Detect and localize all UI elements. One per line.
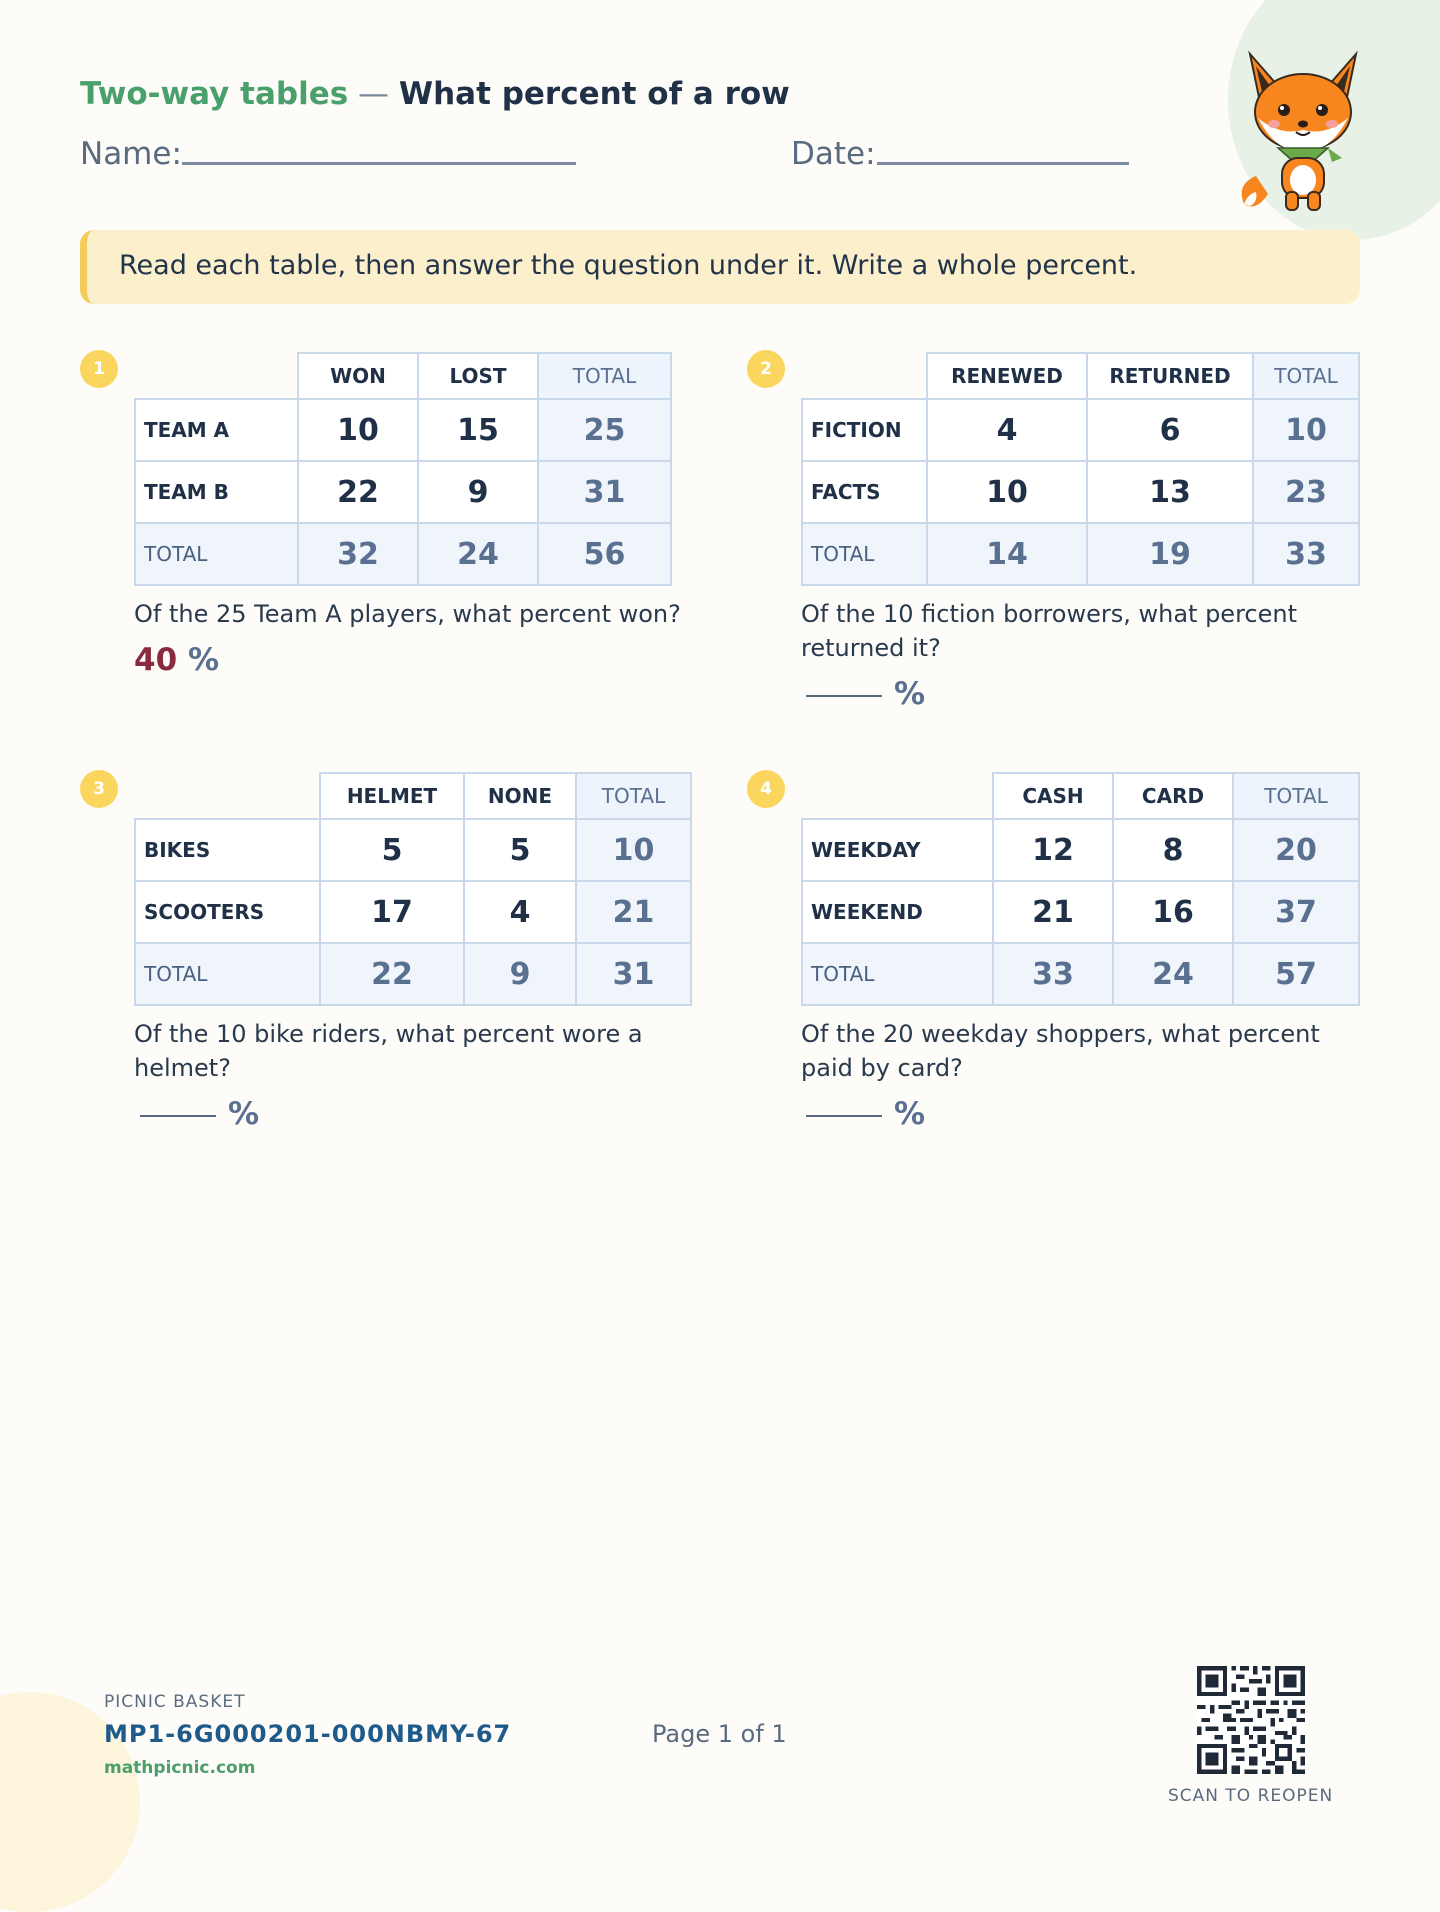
table-cell: 8 (1113, 819, 1233, 881)
table-cell: 4 (464, 881, 576, 943)
total-cell: 33 (1253, 523, 1359, 585)
total-cell: 56 (538, 523, 671, 585)
answer-value[interactable]: 40 (134, 642, 178, 678)
total-cell: 31 (538, 461, 671, 523)
total-cell: 20 (1233, 819, 1359, 881)
row-label-total: TOTAL (135, 523, 298, 585)
two-way-table (134, 772, 692, 1006)
problem-number-badge: 4 (747, 770, 785, 808)
answer-blank[interactable] (806, 695, 882, 697)
answer-line (806, 676, 925, 712)
table-cell: 5 (464, 819, 576, 881)
date-field[interactable] (877, 162, 1129, 165)
total-cell: 57 (1233, 943, 1359, 1005)
column-header: CARD (1113, 773, 1233, 819)
total-cell: 10 (576, 819, 691, 881)
table-corner (135, 773, 320, 819)
column-header: RENEWED (927, 353, 1087, 399)
table-cell: 9 (418, 461, 538, 523)
table-cell: 16 (1113, 881, 1233, 943)
column-header: RETURNED (1087, 353, 1253, 399)
qr-code-icon[interactable] (1197, 1666, 1305, 1774)
page-number: Page 1 of 1 (652, 1720, 787, 1748)
answer-blank[interactable] (140, 1115, 216, 1117)
title-skill: What percent of a row (398, 76, 790, 112)
table-cell: 6 (1087, 399, 1253, 461)
name-field[interactable] (182, 162, 576, 165)
total-cell: 32 (298, 523, 418, 585)
two-way-table (801, 772, 1360, 1006)
row-label: FACTS (802, 461, 927, 523)
table-cell: 4 (927, 399, 1087, 461)
row-label: TEAM B (135, 461, 298, 523)
problem-number-badge: 3 (80, 770, 118, 808)
table-cell: 12 (993, 819, 1113, 881)
row-label-total: TOTAL (135, 943, 320, 1005)
table-corner (802, 353, 927, 399)
answer-line (806, 1096, 925, 1132)
question-text: Of the 10 fiction borrowers, what percent returned it? (801, 600, 1297, 662)
site-link[interactable]: mathpicnic.com (104, 1758, 256, 1778)
answer-line (134, 642, 219, 678)
row-label: SCOOTERS (135, 881, 320, 943)
problem-number-badge: 1 (80, 350, 118, 388)
total-cell: 24 (1113, 943, 1233, 1005)
table-cell: 10 (927, 461, 1087, 523)
worksheet-code: MP1-6G000201-000NBMY-67 (104, 1720, 512, 1748)
table-cell: 10 (298, 399, 418, 461)
question-text: Of the 25 Team A players, what percent won? (134, 600, 681, 628)
two-way-table (134, 352, 672, 586)
table-cell: 13 (1087, 461, 1253, 523)
row-label: WEEKEND (802, 881, 993, 943)
total-cell: 9 (464, 943, 576, 1005)
column-header: LOST (418, 353, 538, 399)
percent-sign: % (228, 1096, 260, 1132)
total-cell: 19 (1087, 523, 1253, 585)
total-cell: 33 (993, 943, 1113, 1005)
date-label: Date: (791, 136, 876, 172)
total-cell: 37 (1233, 881, 1359, 943)
title-separator: — (348, 76, 399, 112)
name-label: Name: (80, 136, 182, 172)
scan-label: SCAN TO REOPEN (1168, 1786, 1334, 1806)
two-way-table (801, 352, 1360, 586)
total-cell: 31 (576, 943, 691, 1005)
total-cell: 21 (576, 881, 691, 943)
row-label: WEEKDAY (802, 819, 993, 881)
total-cell: 14 (927, 523, 1087, 585)
percent-sign: % (894, 676, 926, 712)
column-header-total: TOTAL (576, 773, 691, 819)
question-text: Of the 10 bike riders, what percent wore a helmet? (134, 1020, 643, 1082)
column-header: NONE (464, 773, 576, 819)
column-header: WON (298, 353, 418, 399)
instruction-banner (80, 230, 1360, 304)
answer-blank[interactable] (806, 1115, 882, 1117)
column-header-total: TOTAL (1253, 353, 1359, 399)
table-cell: 5 (320, 819, 464, 881)
total-cell: 23 (1253, 461, 1359, 523)
row-label-total: TOTAL (802, 523, 927, 585)
fox-mascot-icon (1238, 44, 1368, 214)
total-cell: 24 (418, 523, 538, 585)
column-header-total: TOTAL (538, 353, 671, 399)
answer-line (140, 1096, 259, 1132)
total-cell: 22 (320, 943, 464, 1005)
title-topic: Two-way tables (80, 76, 349, 112)
percent-sign: % (894, 1096, 926, 1132)
worksheet-title (80, 76, 790, 112)
total-cell: 10 (1253, 399, 1359, 461)
table-corner (135, 353, 298, 399)
column-header: HELMET (320, 773, 464, 819)
total-cell: 25 (538, 399, 671, 461)
column-header-total: TOTAL (1233, 773, 1359, 819)
column-header: CASH (993, 773, 1113, 819)
instruction-text: Read each table, then answer the question under it. Write a whole percent. (119, 250, 1138, 281)
collection-name: PICNIC BASKET (104, 1692, 246, 1712)
row-label: FICTION (802, 399, 927, 461)
question-text: Of the 20 weekday shoppers, what percent paid by card? (801, 1020, 1320, 1082)
table-cell: 22 (298, 461, 418, 523)
table-cell: 21 (993, 881, 1113, 943)
table-corner (802, 773, 993, 819)
row-label: TEAM A (135, 399, 298, 461)
percent-sign: % (187, 642, 219, 678)
table-cell: 15 (418, 399, 538, 461)
table-cell: 17 (320, 881, 464, 943)
row-label-total: TOTAL (802, 943, 993, 1005)
row-label: BIKES (135, 819, 320, 881)
problem-number-badge: 2 (747, 350, 785, 388)
